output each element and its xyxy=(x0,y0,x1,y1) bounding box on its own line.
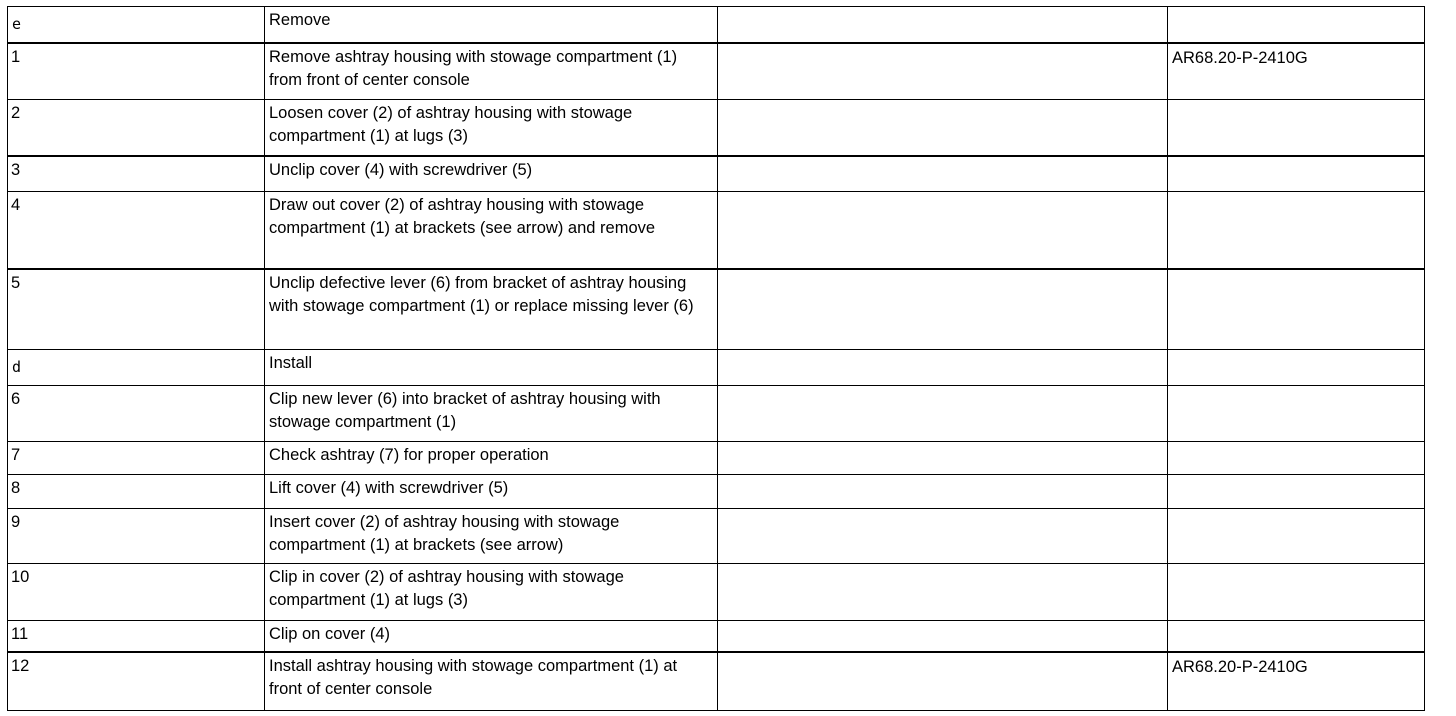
empty-cell xyxy=(718,441,1168,474)
step-number: 3 xyxy=(8,156,265,191)
reference-cell xyxy=(1168,191,1425,269)
step-text: Clip new lever (6) into bracket of ashtray housing with stowage compartment (1) xyxy=(265,385,718,441)
step-number: 4 xyxy=(8,191,265,269)
empty-cell xyxy=(718,652,1168,710)
empty-cell xyxy=(1168,7,1425,44)
step-text: Install ashtray housing with stowage compartment (1) at front of center console xyxy=(265,652,718,710)
empty-cell xyxy=(718,563,1168,620)
step-number: 7 xyxy=(8,441,265,474)
empty-cell xyxy=(718,269,1168,349)
step-row xyxy=(8,269,1425,349)
empty-cell xyxy=(718,385,1168,441)
step-text: Remove ashtray housing with stowage compartment (1) from front of center console xyxy=(265,43,718,99)
empty-cell xyxy=(718,349,1168,385)
reference-cell xyxy=(1168,156,1425,191)
empty-cell xyxy=(718,156,1168,191)
step-text: Check ashtray (7) for proper operation xyxy=(265,441,718,474)
step-number: 8 xyxy=(8,474,265,508)
step-row xyxy=(8,99,1425,156)
empty-cell xyxy=(718,474,1168,508)
section-marker: e xyxy=(8,7,265,44)
step-number: 5 xyxy=(8,269,265,349)
reference-link[interactable]: AR68.20-P-2410G xyxy=(1168,652,1425,710)
step-number: 2 xyxy=(8,99,265,156)
step-row xyxy=(8,441,1425,474)
reference-cell xyxy=(1168,385,1425,441)
section-header-remove xyxy=(8,7,1425,44)
reference-cell xyxy=(1168,99,1425,156)
reference-link[interactable]: AR68.20-P-2410G xyxy=(1168,43,1425,99)
empty-cell xyxy=(718,7,1168,44)
empty-cell xyxy=(1168,349,1425,385)
step-text: Unclip defective lever (6) from bracket of ashtray housing with stowage compartment (1) or replace missing lever (6) xyxy=(265,269,718,349)
step-row xyxy=(8,563,1425,620)
step-number: 9 xyxy=(8,508,265,563)
step-number: 1 xyxy=(8,43,265,99)
reference-cell xyxy=(1168,474,1425,508)
empty-cell xyxy=(718,508,1168,563)
step-text: Loosen cover (2) of ashtray housing with stowage compartment (1) at lugs (3) xyxy=(265,99,718,156)
reference-cell xyxy=(1168,441,1425,474)
step-row xyxy=(8,385,1425,441)
reference-cell xyxy=(1168,620,1425,652)
step-text: Draw out cover (2) of ashtray housing with stowage compartment (1) at brackets (see arrow) and remove xyxy=(265,191,718,269)
step-row xyxy=(8,652,1425,710)
step-text: Clip on cover (4) xyxy=(265,620,718,652)
step-text: Unclip cover (4) with screwdriver (5) xyxy=(265,156,718,191)
step-number: 11 xyxy=(8,620,265,652)
step-row xyxy=(8,620,1425,652)
empty-cell xyxy=(718,99,1168,156)
empty-cell xyxy=(718,620,1168,652)
step-text: Insert cover (2) of ashtray housing with stowage compartment (1) at brackets (see arrow) xyxy=(265,508,718,563)
step-row xyxy=(8,43,1425,99)
step-row xyxy=(8,508,1425,563)
step-row xyxy=(8,474,1425,508)
procedure-table xyxy=(7,6,1425,711)
empty-cell xyxy=(718,43,1168,99)
step-row xyxy=(8,191,1425,269)
section-title: Install xyxy=(265,349,718,385)
step-text: Clip in cover (2) of ashtray housing with stowage compartment (1) at lugs (3) xyxy=(265,563,718,620)
section-header-install xyxy=(8,349,1425,385)
step-number: 10 xyxy=(8,563,265,620)
reference-cell xyxy=(1168,508,1425,563)
reference-cell xyxy=(1168,269,1425,349)
reference-cell xyxy=(1168,563,1425,620)
section-title: Remove xyxy=(265,7,718,44)
empty-cell xyxy=(718,191,1168,269)
step-text: Lift cover (4) with screwdriver (5) xyxy=(265,474,718,508)
section-marker: d xyxy=(8,349,265,385)
step-number: 6 xyxy=(8,385,265,441)
step-row xyxy=(8,156,1425,191)
step-number: 12 xyxy=(8,652,265,710)
